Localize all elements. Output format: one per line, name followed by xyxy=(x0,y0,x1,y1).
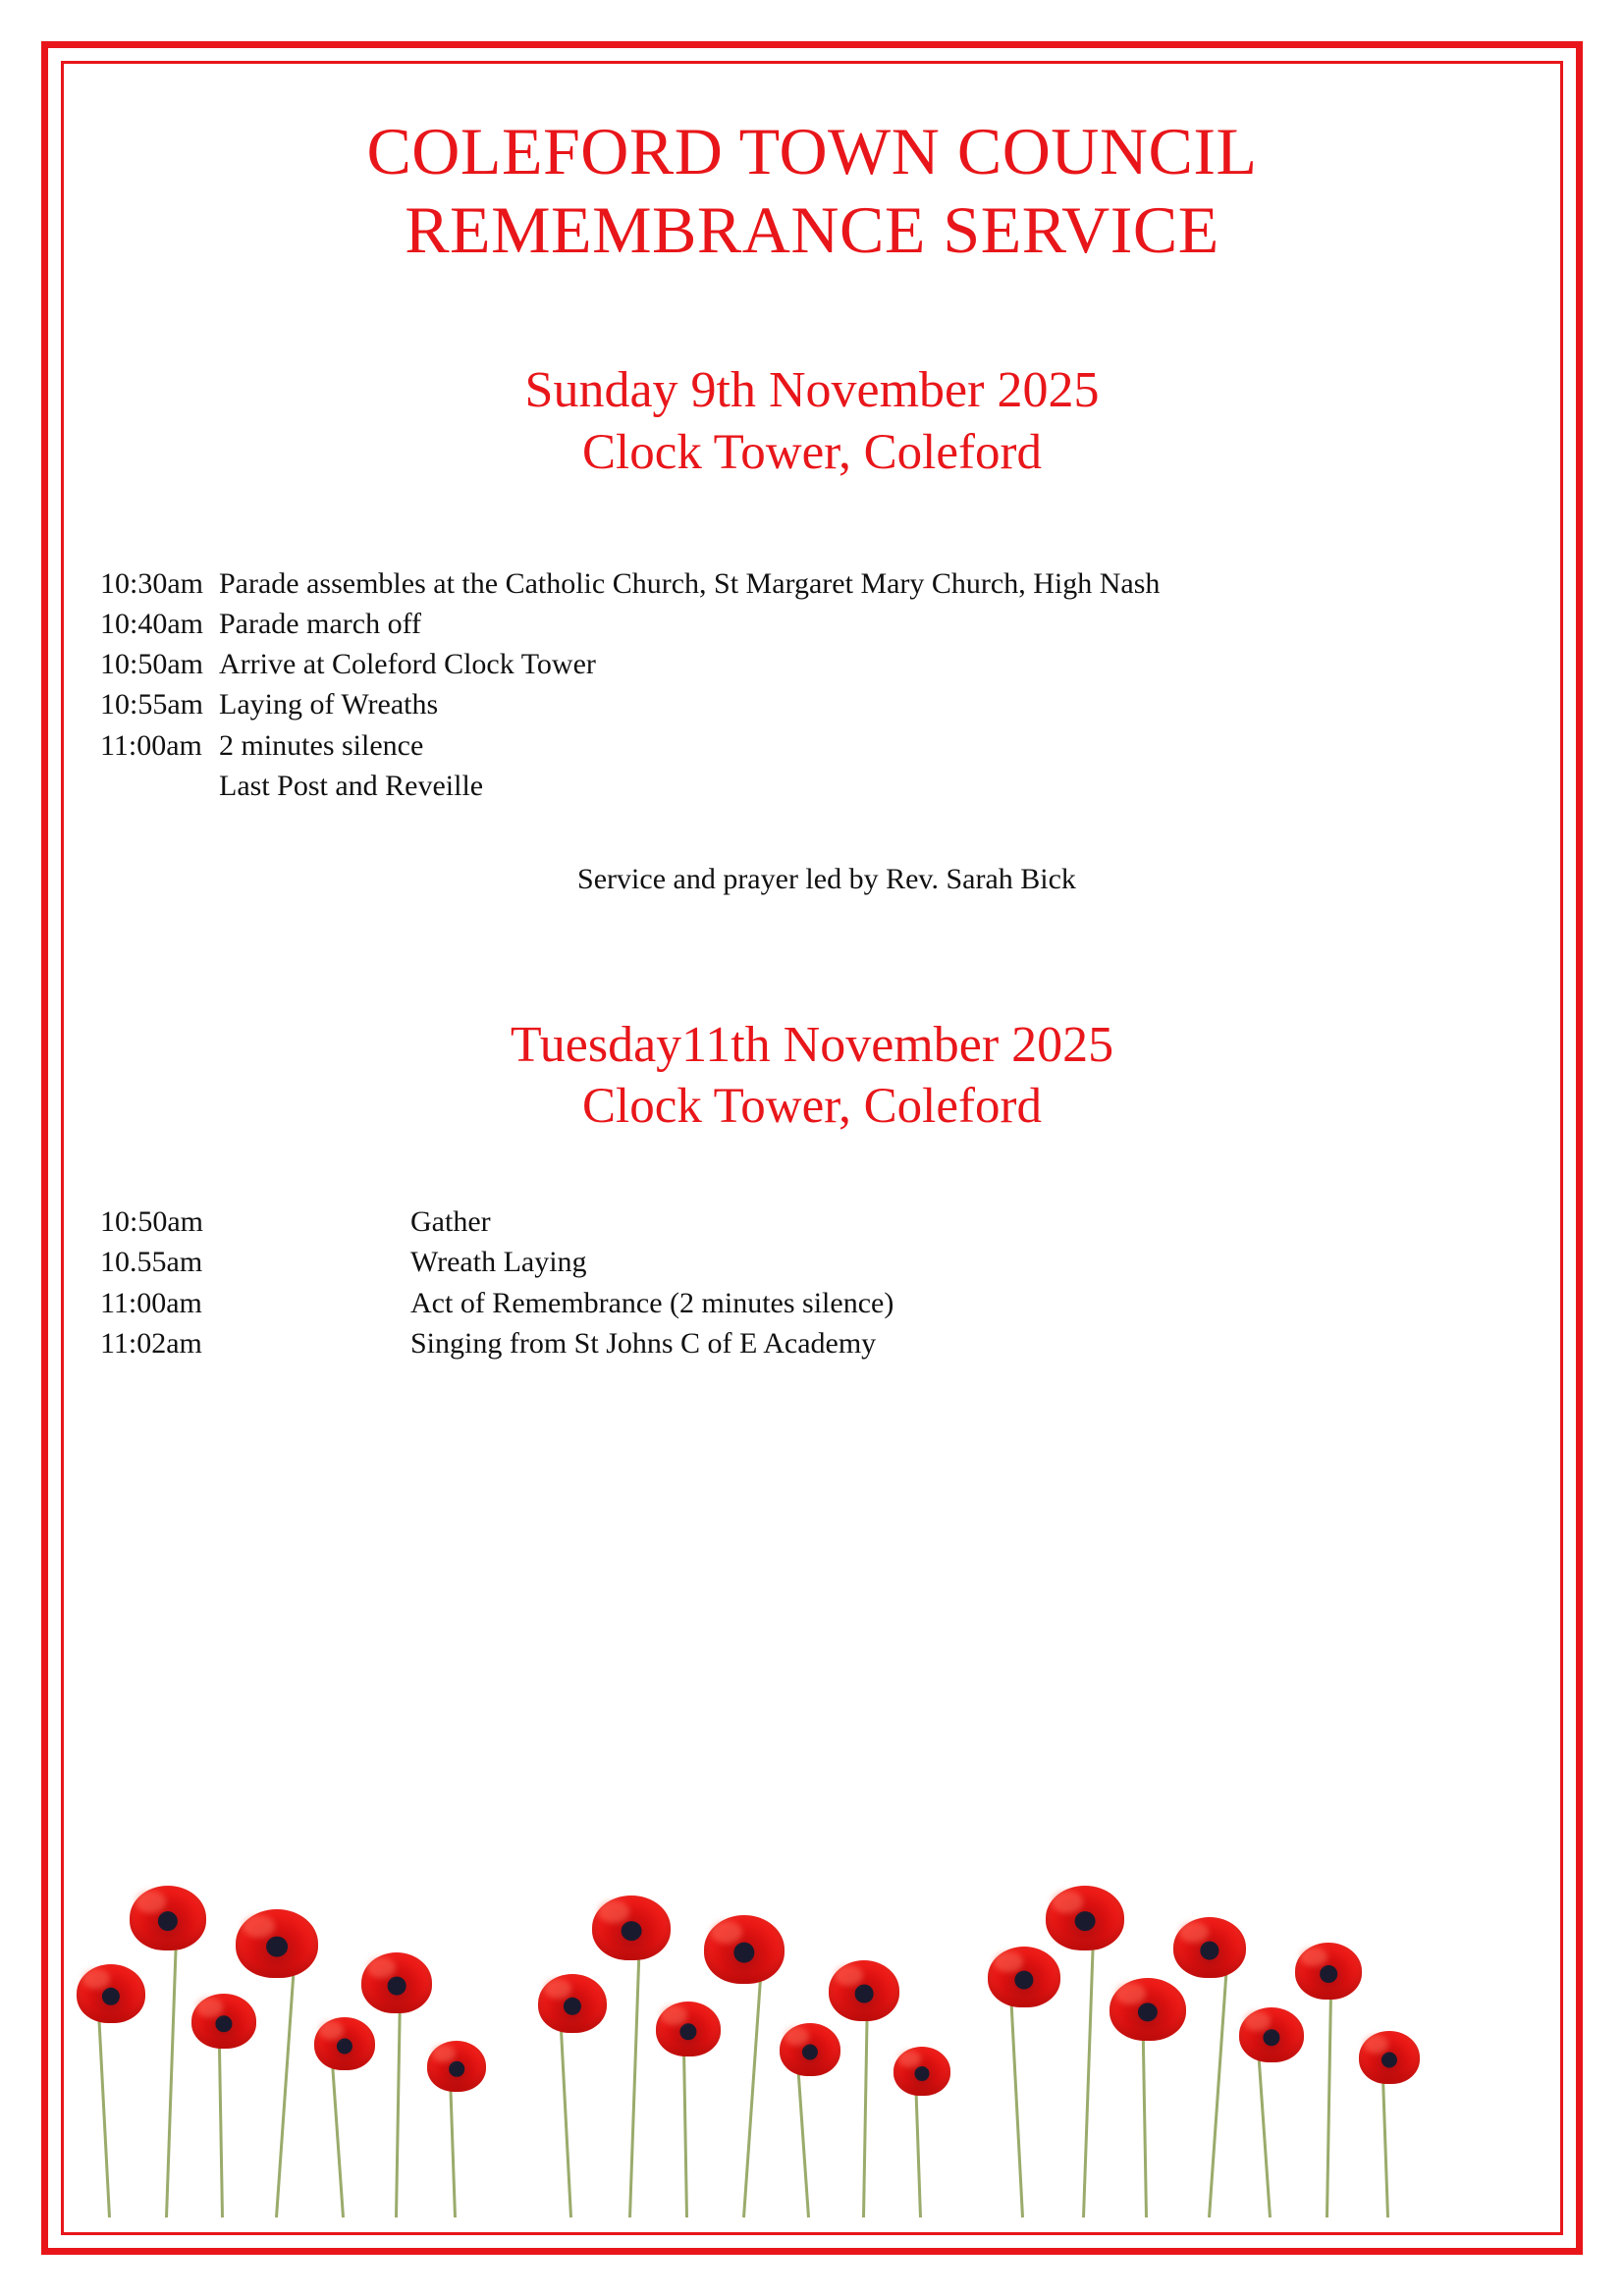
table-row xyxy=(100,1242,893,1282)
service-note: Service and prayer led by Rev. Sarah Bick xyxy=(577,862,1076,895)
schedule-desc: Wreath Laying xyxy=(410,1246,587,1279)
table-row xyxy=(100,644,1160,684)
schedule-desc: Parade assembles at the Catholic Church, St Margaret Mary Church, High Nash xyxy=(219,567,1161,601)
schedule-desc: Arrive at Coleford Clock Tower xyxy=(219,648,596,681)
table-row xyxy=(100,684,1160,724)
schedule-time xyxy=(100,766,219,806)
table-row xyxy=(100,766,1160,806)
schedule-time: 11:00am xyxy=(100,728,202,762)
event-1-heading xyxy=(79,359,1545,483)
schedule-desc: Laying of Wreaths xyxy=(219,688,439,721)
schedule-desc: Act of Remembrance (2 minutes silence) xyxy=(410,1286,894,1319)
schedule-time: 10:50am xyxy=(100,1205,203,1239)
table-row xyxy=(100,1323,893,1363)
schedule-desc: Parade march off xyxy=(219,608,422,641)
event-2-heading xyxy=(79,1014,1545,1138)
event-1-date: Sunday 9th November 2025 xyxy=(524,362,1100,419)
schedule-time: 11:02am xyxy=(100,1326,202,1360)
event-2-date: Tuesday11th November 2025 xyxy=(510,1016,1114,1073)
table-row xyxy=(100,563,1160,604)
schedule-time: 10:50am xyxy=(100,648,203,681)
schedule-desc: 2 minutes silence xyxy=(219,728,424,762)
schedule-time: 10:30am xyxy=(100,567,203,601)
page-title xyxy=(79,112,1545,269)
poppy-group xyxy=(560,1805,1031,2217)
schedule-time: 11:00am xyxy=(100,1286,202,1319)
schedule-desc: Singing from St Johns C of E Academy xyxy=(410,1326,877,1360)
table-row xyxy=(100,1201,893,1242)
event-1-schedule xyxy=(100,563,1545,806)
schedule-time: 10:55am xyxy=(100,688,203,721)
poppy-group xyxy=(108,1805,579,2217)
table-row xyxy=(100,725,1160,766)
event-1-location: Clock Tower, Coleford xyxy=(582,424,1042,480)
schedule-time: 10.55am xyxy=(100,1246,203,1279)
schedule-desc: Last Post and Reveille xyxy=(219,769,484,802)
table-row xyxy=(100,604,1160,644)
title-line-2: REMEMBRANCE SERVICE xyxy=(405,192,1219,268)
schedule-time: 10:40am xyxy=(100,608,203,641)
table-row xyxy=(100,1283,893,1323)
poppy-decoration xyxy=(79,1805,1545,2217)
title-line-1: COLEFORD TOWN COUNCIL xyxy=(366,114,1258,188)
poppy-group xyxy=(1011,1805,1483,2217)
schedule-desc: Gather xyxy=(410,1205,491,1239)
event-2-schedule xyxy=(100,1201,1545,1362)
event-2-location: Clock Tower, Coleford xyxy=(582,1079,1042,1135)
